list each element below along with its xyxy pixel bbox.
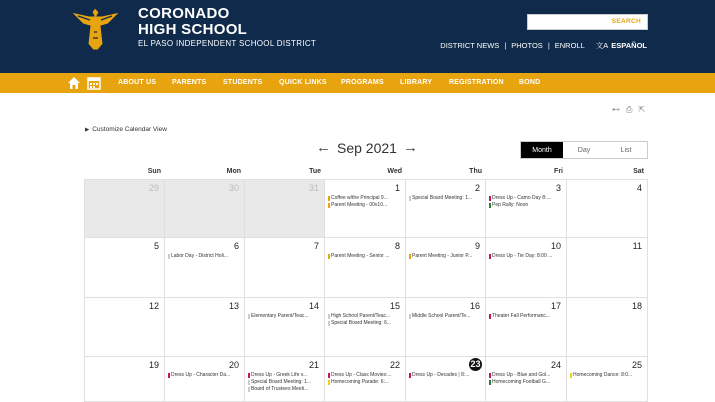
calendar-event[interactable]: Dress Up - Character Da... [168, 372, 242, 379]
weekday-label: Wed [387, 168, 402, 175]
day-number: 11 [632, 241, 642, 251]
school-name[interactable] [138, 6, 247, 38]
day-number: 9 [474, 241, 480, 251]
calendar-day-cell[interactable] [486, 357, 567, 402]
calendar-day-cell[interactable] [245, 179, 325, 238]
weekday-label: Tue [309, 168, 321, 175]
day-number: 5 [153, 241, 159, 251]
school-name-line2: HIGH SCHOOL [138, 21, 248, 38]
weekday-label: Fri [554, 168, 563, 175]
day-number: 10 [550, 241, 561, 251]
triangle-right-icon: ▶ [85, 127, 90, 133]
day-number: 16 [469, 301, 480, 311]
day-number: 18 [631, 301, 642, 311]
day-number: 29 [148, 183, 159, 193]
calendar-event[interactable]: Dress Up - Camo Day 8:... [489, 195, 563, 202]
link-icon[interactable]: ⊷ [612, 105, 620, 114]
nav-item-bond[interactable]: BOND [519, 79, 541, 86]
day-number: 7 [313, 241, 319, 251]
nav-item-students[interactable]: STUDENTS [223, 79, 263, 86]
day-number: 3 [555, 183, 561, 193]
calendar-day-cell[interactable] [486, 298, 567, 357]
calendar-day-cell[interactable] [165, 357, 245, 402]
main-nav [0, 73, 715, 93]
calendar-day-cell[interactable] [567, 238, 648, 298]
day-number: 17 [550, 301, 561, 311]
school-name-line1: CORONADO [138, 5, 230, 22]
district-name: EL PASO INDEPENDENT SCHOOL DISTRICT [138, 39, 317, 48]
calendar-day-cell[interactable] [486, 238, 567, 298]
calendar-event[interactable]: Homecoming Football G... [489, 379, 563, 386]
calendar-day-cell[interactable] [325, 238, 406, 298]
search-button[interactable]: SEARCH [611, 18, 641, 25]
calendar-day-cell[interactable] [406, 298, 486, 357]
view-switcher [520, 141, 648, 159]
thunderbird-logo-icon[interactable] [68, 4, 123, 52]
prev-month-icon[interactable]: ← [316, 139, 331, 156]
calendar-event[interactable]: Theater Fall Performanc... [489, 313, 563, 320]
search-input[interactable] [527, 14, 648, 30]
calendar-day-cell[interactable] [567, 298, 648, 357]
nav-item-quick-links[interactable]: QUICK LINKS [279, 79, 327, 86]
calendar-event[interactable]: Special Board Meeting: 1... [248, 379, 322, 386]
calendar-grid [84, 179, 648, 402]
calendar-day-cell[interactable] [84, 238, 165, 298]
day-number: 4 [636, 183, 642, 193]
utility-link-enroll[interactable]: ENROLL [554, 41, 585, 50]
customize-calendar-toggle[interactable] [85, 126, 167, 133]
day-number: 30 [228, 183, 239, 193]
calendar-tools [612, 105, 645, 115]
weekday-label: Sat [633, 168, 644, 175]
nav-item-programs[interactable]: PROGRAMS [341, 79, 384, 86]
day-number: 12 [148, 301, 159, 311]
calendar-day-cell[interactable] [165, 179, 245, 238]
calendar-event[interactable]: Labor Day - District Holi... [168, 253, 242, 260]
calendar-event[interactable]: Dress Up - Blue and Gol... [489, 372, 563, 379]
calendar-event[interactable]: Coffee w/the Principal 9... [328, 195, 402, 202]
calendar-day-cell[interactable] [325, 298, 406, 357]
calendar-day-cell[interactable] [84, 179, 165, 238]
day-number: 13 [228, 301, 239, 311]
today-day-number: 23 [470, 359, 481, 369]
calendar-day-cell[interactable] [84, 298, 165, 357]
customize-label: Customize Calendar View [92, 126, 167, 133]
day-number: 20 [228, 360, 239, 370]
day-number: 25 [631, 360, 642, 370]
calendar-event[interactable]: Homecoming Parade: 6:... [328, 379, 402, 386]
calendar-event[interactable]: Special Board Meeting: 6... [328, 320, 402, 327]
calendar-day-cell[interactable] [245, 238, 325, 298]
calendar-day-cell[interactable] [486, 179, 567, 238]
calendar-event[interactable]: Special Board Meeting: 1... [409, 195, 483, 202]
calendar-event[interactable]: Middle School Parent/Te... [409, 313, 483, 320]
calendar-event[interactable]: Parent Meeting - Junior P... [409, 253, 483, 260]
language-toggle[interactable] [596, 40, 647, 51]
day-number: 22 [389, 360, 400, 370]
view-list-button[interactable]: List [620, 146, 632, 154]
day-number: 24 [550, 360, 561, 370]
calendar-day-cell[interactable] [567, 357, 648, 402]
home-icon[interactable] [67, 76, 81, 90]
calendar-event[interactable]: Parent Meeting - Senior ... [328, 253, 402, 260]
calendar-day-cell[interactable] [406, 179, 486, 238]
calendar-event[interactable]: High School Parent/Teac... [328, 313, 402, 320]
calendar-day-cell[interactable] [245, 298, 325, 357]
print-icon[interactable]: ⎙ [626, 105, 633, 114]
utility-link-photos[interactable]: PHOTOS [511, 41, 543, 50]
day-number: 21 [308, 360, 319, 370]
calendar-day-cell[interactable] [406, 357, 486, 402]
calendar-day-cell[interactable] [165, 298, 245, 357]
calendar-day-cell[interactable] [245, 357, 325, 402]
calendar-day-cell[interactable] [84, 357, 165, 402]
day-number: 31 [308, 183, 319, 193]
nav-item-registration[interactable]: REGISTRATION [449, 79, 504, 86]
calendar-event[interactable]: Parent Meeting - 00v10... [328, 202, 402, 209]
nav-item-about-us[interactable]: ABOUT US [118, 79, 157, 86]
site-header [0, 0, 715, 73]
calendar-event[interactable]: Elementary Parent/Teac... [248, 313, 322, 320]
utility-links [440, 40, 647, 51]
view-day-button[interactable]: Day [577, 146, 591, 154]
day-number: 6 [233, 241, 239, 251]
calendar-event[interactable]: Dress Up - Class Movies:... [328, 372, 402, 379]
utility-link-district-news[interactable]: DISTRICT NEWS [440, 41, 500, 50]
nav-item-library[interactable]: LIBRARY [400, 79, 433, 86]
weekday-label: Thu [469, 168, 482, 175]
calendar-event[interactable]: Pep Rally: Noon [489, 202, 563, 209]
calendar-event[interactable]: Board of Trustees Meeti... [248, 386, 322, 393]
calendar-event[interactable]: Dress Up - Tie Day: 8:00 ... [489, 253, 563, 260]
month-navigator [316, 140, 418, 156]
nav-item-parents[interactable]: PARENTS [172, 79, 207, 86]
day-number: 14 [308, 301, 319, 311]
calendar-day-cell[interactable] [325, 179, 406, 238]
day-number: 8 [394, 241, 400, 251]
day-number: 19 [148, 360, 159, 370]
calendar-event[interactable]: Dress Up - Decades | 8:... [409, 372, 483, 379]
separator: | [547, 41, 550, 50]
calendar-event[interactable]: Dress Up - Greek Life v... [248, 372, 322, 379]
language-label: ESPAÑOL [611, 41, 647, 50]
view-month-button[interactable]: Month [521, 142, 563, 158]
calendar-day-cell[interactable] [325, 357, 406, 402]
day-number: 2 [474, 183, 480, 193]
weekday-label: Sun [147, 168, 161, 175]
export-icon[interactable]: ⇱ [638, 105, 646, 114]
month-title: Sep 2021 [337, 140, 397, 156]
next-month-icon[interactable]: → [402, 139, 418, 156]
separator: | [504, 41, 507, 50]
calendar-day-cell[interactable] [406, 238, 486, 298]
calendar-icon[interactable] [87, 76, 101, 90]
day-number: 1 [394, 183, 400, 193]
calendar-day-cell[interactable] [165, 238, 245, 298]
translate-icon: 文A [595, 41, 609, 50]
calendar-event[interactable]: Homecoming Dance: 8:0... [570, 372, 644, 379]
weekday-label: Mon [226, 168, 241, 175]
calendar-day-cell[interactable] [567, 179, 648, 238]
day-number: 15 [389, 301, 400, 311]
